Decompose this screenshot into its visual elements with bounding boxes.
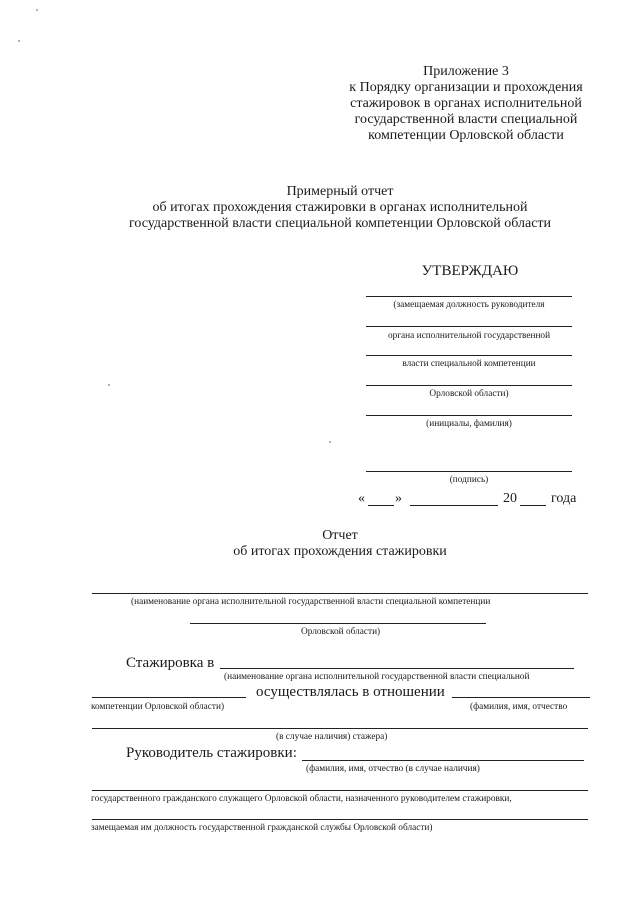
approve-line bbox=[366, 415, 572, 416]
appendix-line: стажировок в органах исполнительной bbox=[350, 96, 582, 111]
report-title bbox=[200, 528, 480, 560]
org-name-line bbox=[92, 593, 588, 594]
signature-caption: (подпись) bbox=[449, 475, 489, 485]
approve-caption: власти специальной компетенции bbox=[402, 359, 536, 369]
approve-line bbox=[366, 326, 572, 327]
date-close-quote: » bbox=[395, 491, 402, 506]
relation-label: осуществлялась в отношении bbox=[256, 684, 445, 700]
supervisor-position-line-2 bbox=[92, 819, 588, 820]
intern-name-caption: (фамилия, имя, отчество bbox=[470, 702, 568, 712]
approve-line bbox=[366, 355, 572, 356]
org-name-line-2 bbox=[190, 623, 486, 624]
header-line: государственной власти специальной компетенции Орловской области bbox=[128, 216, 552, 231]
supervisor-position-caption: государственного гражданского служащего Орловской области, назначенного руководителем стажировки, bbox=[91, 794, 512, 804]
appendix-line: компетенции Орловской области bbox=[368, 128, 564, 143]
supervisor-name-line bbox=[302, 760, 584, 761]
appendix-line: государственной власти специальной bbox=[354, 112, 578, 127]
appendix-block bbox=[330, 64, 602, 144]
date-open-quote: « bbox=[358, 491, 365, 506]
intern-name-line-2 bbox=[92, 728, 588, 729]
approve-line bbox=[366, 385, 572, 386]
scan-speck bbox=[329, 441, 331, 443]
appendix-line: Приложение 3 bbox=[423, 64, 509, 79]
date-day-line bbox=[368, 505, 394, 506]
approve-line bbox=[366, 296, 572, 297]
approve-caption: органа исполнительной государственной bbox=[387, 331, 551, 341]
org-name-caption-2: Орловской области) bbox=[301, 627, 381, 637]
report-title-line: Отчет bbox=[322, 528, 358, 543]
date-year-suffix: года bbox=[551, 491, 577, 506]
document-header bbox=[60, 184, 620, 232]
internship-org-line-2 bbox=[92, 697, 246, 698]
scan-speck bbox=[36, 9, 38, 11]
approve-caption: (замещаемая должность руководителя bbox=[393, 300, 545, 310]
internship-org-line bbox=[220, 668, 574, 669]
scan-speck bbox=[18, 40, 20, 42]
report-title-line: об итогах прохождения стажировки bbox=[233, 544, 447, 559]
approve-caption: Орловской области) bbox=[429, 389, 509, 399]
signature-line bbox=[366, 471, 572, 472]
approve-title: УТВЕРЖДАЮ bbox=[421, 263, 519, 279]
supervisor-position-line bbox=[92, 790, 588, 791]
supervisor-name-caption: (фамилия, имя, отчество (в случае наличия) bbox=[306, 764, 480, 774]
date-month-line bbox=[410, 505, 498, 506]
scan-speck bbox=[108, 384, 110, 386]
intern-name-caption-2: (в случае наличия) стажера) bbox=[276, 732, 388, 742]
internship-label: Стажировка в bbox=[126, 655, 215, 671]
appendix-line: к Порядку организации и прохождения bbox=[349, 80, 583, 95]
supervisor-position-caption-2: замещаемая им должность государственной гражданской службы Орловской области) bbox=[91, 823, 433, 833]
org-name-caption: (наименование органа исполнительной государственной власти специальной компетенции bbox=[131, 597, 491, 607]
internship-org-caption: (наименование органа исполнительной государственной власти специальной bbox=[224, 672, 530, 682]
supervisor-label: Руководитель стажировки: bbox=[126, 745, 297, 761]
approve-caption: (инициалы, фамилия) bbox=[426, 419, 512, 429]
intern-name-line bbox=[452, 697, 590, 698]
date-year-line bbox=[520, 505, 546, 506]
internship-org-caption-2: компетенции Орловской области) bbox=[91, 702, 225, 712]
header-line: об итогах прохождения стажировки в органах исполнительной bbox=[152, 200, 528, 215]
header-line: Примерный отчет bbox=[286, 184, 394, 199]
date-year-prefix: 20 bbox=[503, 491, 517, 506]
